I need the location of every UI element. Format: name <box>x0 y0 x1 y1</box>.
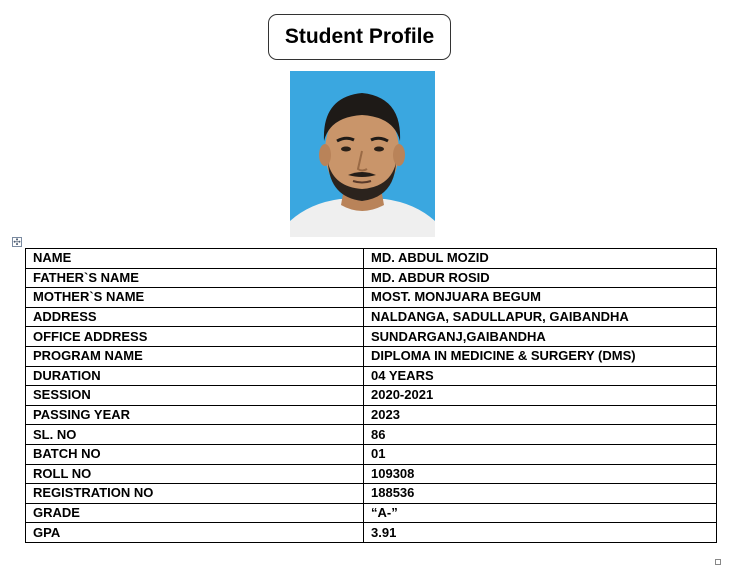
table-row <box>26 464 717 484</box>
profile-table <box>25 248 717 543</box>
field-value: 109308 <box>364 464 717 484</box>
table-row <box>26 484 717 504</box>
field-label: FATHER`S NAME <box>26 268 364 288</box>
field-value: 188536 <box>364 484 717 504</box>
field-value: SUNDARGANJ,GAIBANDHA <box>364 327 717 347</box>
field-label: PROGRAM NAME <box>26 346 364 366</box>
table-row <box>26 503 717 523</box>
table-row <box>26 444 717 464</box>
field-label: OFFICE ADDRESS <box>26 327 364 347</box>
table-row <box>26 405 717 425</box>
field-label: GRADE <box>26 503 364 523</box>
field-value: DIPLOMA IN MEDICINE & SURGERY (DMS) <box>364 346 717 366</box>
field-label: NAME <box>26 249 364 269</box>
field-value: “A-” <box>364 503 717 523</box>
field-value: 3.91 <box>364 523 717 543</box>
table-row <box>26 523 717 543</box>
page-title <box>268 14 451 60</box>
field-label: REGISTRATION NO <box>26 484 364 504</box>
table-row <box>26 346 717 366</box>
table-row <box>26 366 717 386</box>
table-move-handle-icon[interactable]: ✣ <box>13 236 21 247</box>
field-label: SL. NO <box>26 425 364 445</box>
profile-table-body <box>26 249 717 543</box>
field-label: DURATION <box>26 366 364 386</box>
table-row <box>26 288 717 308</box>
table-row <box>26 268 717 288</box>
field-label: BATCH NO <box>26 444 364 464</box>
field-label: ADDRESS <box>26 307 364 327</box>
table-row <box>26 327 717 347</box>
field-value: MD. ABDUR ROSID <box>364 268 717 288</box>
field-label: SESSION <box>26 386 364 406</box>
table-row <box>26 386 717 406</box>
page-title-text: Student Profile <box>284 25 435 48</box>
table-row <box>26 307 717 327</box>
field-label: PASSING YEAR <box>26 405 364 425</box>
field-value: MD. ABDUL MOZID <box>364 249 717 269</box>
table-resize-handle-icon[interactable] <box>715 559 721 565</box>
field-value: 2020-2021 <box>364 386 717 406</box>
table-row <box>26 249 717 269</box>
field-value: 04 YEARS <box>364 366 717 386</box>
field-value: 86 <box>364 425 717 445</box>
field-value: 01 <box>364 444 717 464</box>
field-label: ROLL NO <box>26 464 364 484</box>
field-value: 2023 <box>364 405 717 425</box>
table-row <box>26 425 717 445</box>
field-label: GPA <box>26 523 364 543</box>
field-value: MOST. MONJUARA BEGUM <box>364 288 717 308</box>
field-label: MOTHER`S NAME <box>26 288 364 308</box>
person-photo-icon <box>290 71 435 237</box>
field-value: NALDANGA, SADULLAPUR, GAIBANDHA <box>364 307 717 327</box>
student-photo <box>290 71 435 237</box>
